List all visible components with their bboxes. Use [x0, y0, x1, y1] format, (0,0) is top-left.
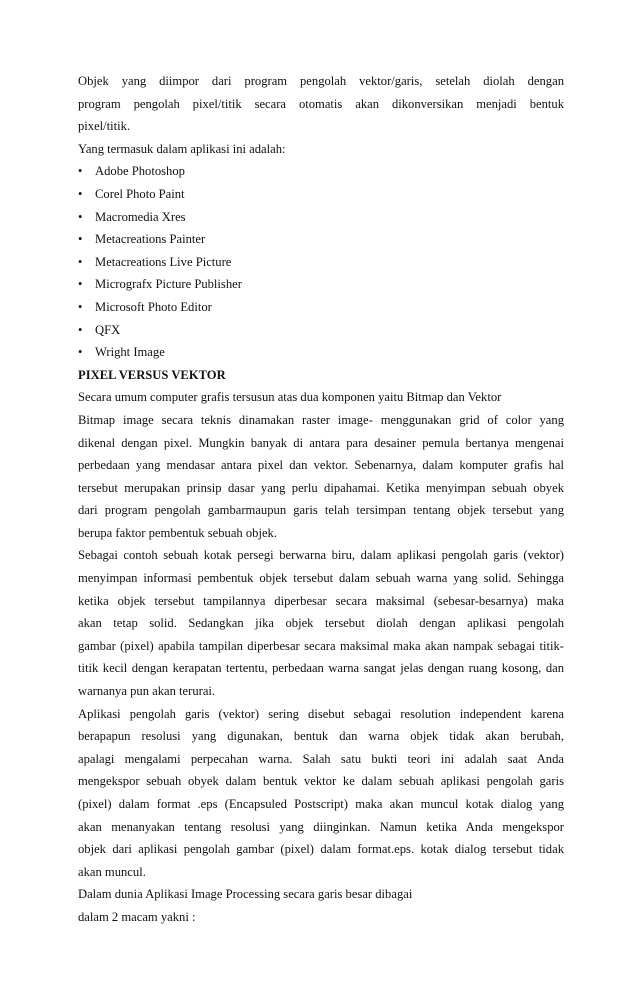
paragraph-vector	[78, 703, 564, 884]
bullet-icon: •	[78, 322, 83, 337]
text-line: ketika objek tersebut tampilannya diperbesar secara maksimal (sebesar-besarnya) maka	[78, 593, 564, 608]
list-item: • Metacreations Live Picture	[78, 251, 564, 274]
list-intro: Yang termasuk dalam aplikasi ini adalah:	[78, 141, 286, 156]
text-line: titik kecil dengan kerapatan tertentu, perbedaan warna sangat jelas dengan ruang kosong, dan	[78, 661, 564, 676]
bullet-icon: •	[78, 232, 83, 247]
text-line: program pengolah pixel/titik secara otomatis akan dikonversikan menjadi bentuk	[78, 96, 564, 111]
text-line: tersebut merupakan prinsip dasar yang perlu dipahamai. Ketika menyimpan sebuah obyek	[78, 480, 564, 495]
list-item: • Microsoft Photo Editor	[78, 296, 564, 319]
text-line: akan menanyakan tentang resolusi yang diinginkan. Namun ketika Anda mengekspor	[78, 819, 564, 834]
list-item: • QFX	[78, 319, 564, 342]
list-item: • Macromedia Xres	[78, 206, 564, 229]
document-page	[78, 70, 564, 929]
bullet-icon: •	[78, 164, 83, 179]
text-line: mengekspor sebuah obyek dalam bentuk vektor ke dalam sebuah aplikasi pengolah garis	[78, 774, 564, 789]
text-line: warnanya pun akan terurai.	[78, 684, 216, 699]
text-line: akan tetap solid. Sedangkan jika objek tersebut diolah dengan aplikasi pengolah	[78, 616, 564, 631]
paragraph-categories: Dalam dunia Aplikasi Image Processing secara garis besar dibagai dalam 2 macam yakni :	[78, 887, 413, 924]
text-line: gambar (pixel) apabila tampilan diperbesar secara maksimal maka akan nampak sebagai titik-	[78, 638, 564, 653]
bullet-icon: •	[78, 277, 83, 292]
list-item: • Adobe Photoshop	[78, 160, 564, 183]
text-line: Objek yang diimpor dari program pengolah vektor/garis, setelah diolah dengan	[78, 74, 564, 88]
bullet-icon: •	[78, 299, 83, 314]
text-line: Sebagai contoh sebuah kotak persegi berwarna biru, dalam aplikasi pengolah garis (vektor)	[78, 548, 564, 563]
text-line: pixel/titik.	[78, 119, 131, 134]
paragraph-bitmap	[78, 409, 564, 545]
bullet-icon: •	[78, 254, 83, 269]
list-item: • Micrografx Picture Publisher	[78, 273, 564, 296]
text-line: Aplikasi pengolah garis (vektor) sering disebut sebagai resolution independent karena	[78, 706, 564, 721]
text-line: Bitmap image secara teknis dinamakan raster image- menggunakan grid of color yang	[78, 412, 564, 427]
text-line: dikenal dengan pixel. Mungkin banyak di antara para desainer pemula bertanya mengenai	[78, 435, 564, 450]
list-item: • Corel Photo Paint	[78, 183, 564, 206]
text-line: perbedaan yang mendasar antara pixel dan vektor. Sebenarnya, dalam komputer grafis hal	[78, 458, 564, 473]
bullet-icon: •	[78, 345, 83, 360]
text-line: menyimpan informasi pembentuk objek tersebut dalam sebuah warna yang solid. Sehingga	[78, 571, 564, 586]
list-item: • Metacreations Painter	[78, 228, 564, 251]
text-line: objek dari aplikasi pengolah gambar (pixel) dalam format.eps. kotak dialog tersebut tidak	[78, 842, 564, 857]
application-list	[78, 160, 564, 363]
bullet-icon: •	[78, 186, 83, 201]
text-line: apalagi mengalami perpecahan warna. Salah satu bukti teori ini adalah saat Anda	[78, 751, 564, 766]
paragraph-example	[78, 544, 564, 702]
text-line: akan muncul.	[78, 864, 146, 879]
intro-paragraph	[78, 70, 564, 138]
paragraph-components: Secara umum computer grafis tersusun atas dua komponen yaitu Bitmap dan Vektor	[78, 390, 502, 405]
list-item: • Wright Image	[78, 341, 564, 364]
bullet-icon: •	[78, 209, 83, 224]
text-line: dari program pengolah gambarmaupun garis telah tersimpan tentang objek tersebut yang	[78, 503, 564, 518]
section-heading: PIXEL VERSUS VEKTOR	[78, 367, 226, 382]
text-line: berupa faktor pembentuk sebuah objek.	[78, 525, 277, 540]
text-line: berapapun resolusi yang digunakan, bentuk dan warna objek tidak akan berubah,	[78, 729, 564, 744]
text-line: (pixel) dalam format .eps (Encapsuled Postscript) maka akan muncul kotak dialog yang	[78, 797, 564, 811]
